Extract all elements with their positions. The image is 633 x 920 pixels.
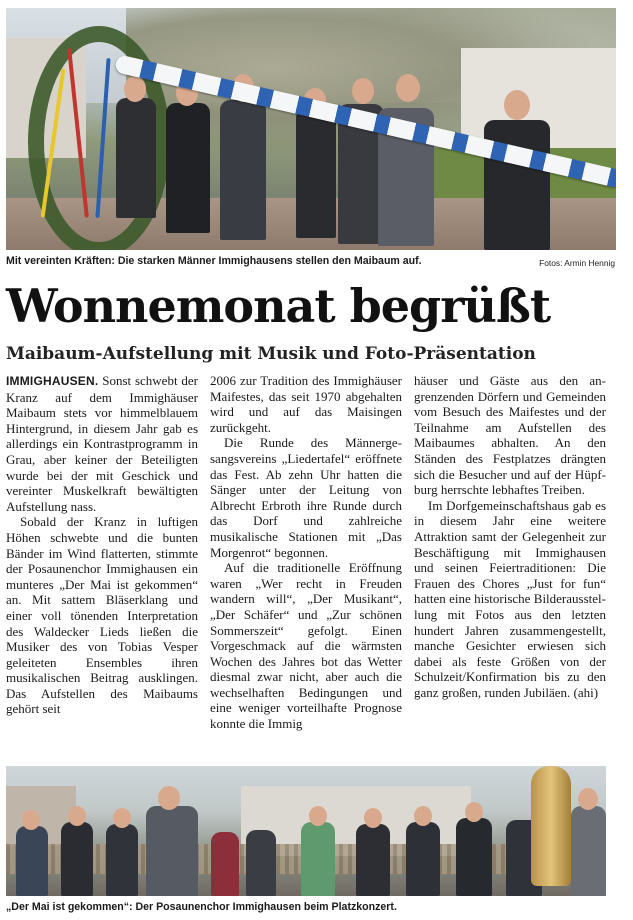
article-paragraph: Auf die traditionelle Eröffnung waren „Wer recht in Freuden wandern will“, „Der Musikant“, „Der Schäfer“ und „Zur schönen Sommerszeit“ gefolgt. Einen Vorgeschmack auf die wärmsten Wochen des Jahres bot das Wetter diesmal zwar nicht, aber auch die wechselhaften Bedingungen und eine weniger vorteilhafte Prognose konnte die Immig <box>210 560 402 732</box>
dateline: IMMIGHAUSEN. <box>6 374 99 388</box>
person-head <box>504 90 530 120</box>
article-paragraph <box>6 373 198 514</box>
tuba <box>531 766 571 886</box>
photo-bottom-caption: „Der Mai ist gekommen“: Der Posaunenchor Immighausen beim Platzkonzert. <box>6 901 397 913</box>
person <box>166 103 210 233</box>
person-head <box>396 74 420 102</box>
musician <box>246 830 276 896</box>
musician-head <box>414 806 432 826</box>
musician-head <box>465 802 483 822</box>
conductor-head <box>158 786 180 810</box>
musician <box>16 826 48 896</box>
musician <box>61 822 93 896</box>
article-paragraph: 2006 zur Tradition des Immighäuser Maifestes, das seit 1970 abgehalten wird und auf das Maisingen zurückgeht. <box>210 373 402 435</box>
musician <box>356 824 390 896</box>
article-paragraph: Sobald der Kranz in luftigen Höhen schwebte und die bunten Bänder im Wind flatterten, stimmte der Posaunenchor Immighausen ein munteres „Der Mai ist gekommen“ an. Mit sattem Bläserklang und einer voll tönenden Interpretation des Waldecker Lieds ließen die Musiker des von Tobias Vesper geleiteten Ensembles ihren musikalischen Beitrag ausklingen. Das Aufstellen des Maibaums gehört seit <box>6 514 198 717</box>
article-column-1 <box>6 373 198 717</box>
person <box>220 100 266 240</box>
musician <box>106 824 138 896</box>
photo-top-caption: Mit vereinten Kräften: Die starken Männer Immighausens stellen den Maibaum auf. <box>6 255 422 267</box>
musician <box>406 822 440 896</box>
photo-maibaum-raising <box>6 8 616 250</box>
article-column-3 <box>414 373 606 700</box>
musician-head <box>364 808 382 828</box>
photo-credit: Fotos: Armin Hennig <box>539 258 615 268</box>
person-head <box>352 78 374 104</box>
musician <box>571 806 606 896</box>
subheadline: Maibaum-Aufstellung mit Musik und Foto-Präsentation <box>6 344 536 364</box>
conductor <box>146 806 198 896</box>
article-paragraph: häuser und Gäste aus den angrenzenden Dörfern und Gemeinden vom Besuch des Maifestes und der Teilnahme am Aufstellen des Maibaumes abhalten. An den Ständen des Festplatzes drängten sich die Besucher und auf der Hüpfburg herrschte lebhaftes Treiben. <box>414 373 606 498</box>
paragraph-text: Sonst schwebt der Kranz auf dem Immighäuser Maibaum stets vor himmelblauem Hintergrund, in diesem Jahr gab es allerdings ein Kontrastprogramm in Grau, aber keiner der Beteiligten wurde bei der mit Geschick und vereinter Muskelkraft bewältigten Aufstellung nass. <box>6 373 198 514</box>
musician-head <box>22 810 40 830</box>
musician-head <box>68 806 86 826</box>
musician <box>456 818 492 896</box>
article-column-2 <box>210 373 402 732</box>
article-paragraph: Im Dorfgemeinschaftshaus gab es in diesem Jahr eine weitere Attraktion samt der Gelegenheit zur Beschäftigung mit Immighausen und seinen Feiertraditionen: Die Frauen des Chores „Just for fun“ hatten eine historische Bilderausstellung mit Fotos aus den letzten hundert Jahren zusammengestellt, manche Gesichter erwiesen sich dabei als feste Größen von der Schulzeit/Konfirmation bis zu den ganz großen, runden Jubiläen. (ahi) <box>414 497 606 700</box>
article-paragraph: Die Runde des Männergesangsvereins „Liedertafel“ eröffnete das Fest. Ab zehn Uhr hatten die Sänger unter der Leitung von Albrecht Erbroth ihre Runde durch das Dorf und zahlreiche musikalische Stationen mit „Das Morgenrot“ begonnen. <box>210 435 402 560</box>
person <box>484 120 550 250</box>
person <box>116 98 156 218</box>
musician <box>211 832 239 896</box>
person <box>296 108 336 238</box>
musician-head <box>309 806 327 826</box>
headline: Wonnemonat begrüßt <box>6 279 551 333</box>
musician <box>301 822 335 896</box>
person-head <box>124 76 146 102</box>
musician-head <box>578 788 598 810</box>
photo-posaunenchor <box>6 766 606 896</box>
musician-head <box>113 808 131 828</box>
